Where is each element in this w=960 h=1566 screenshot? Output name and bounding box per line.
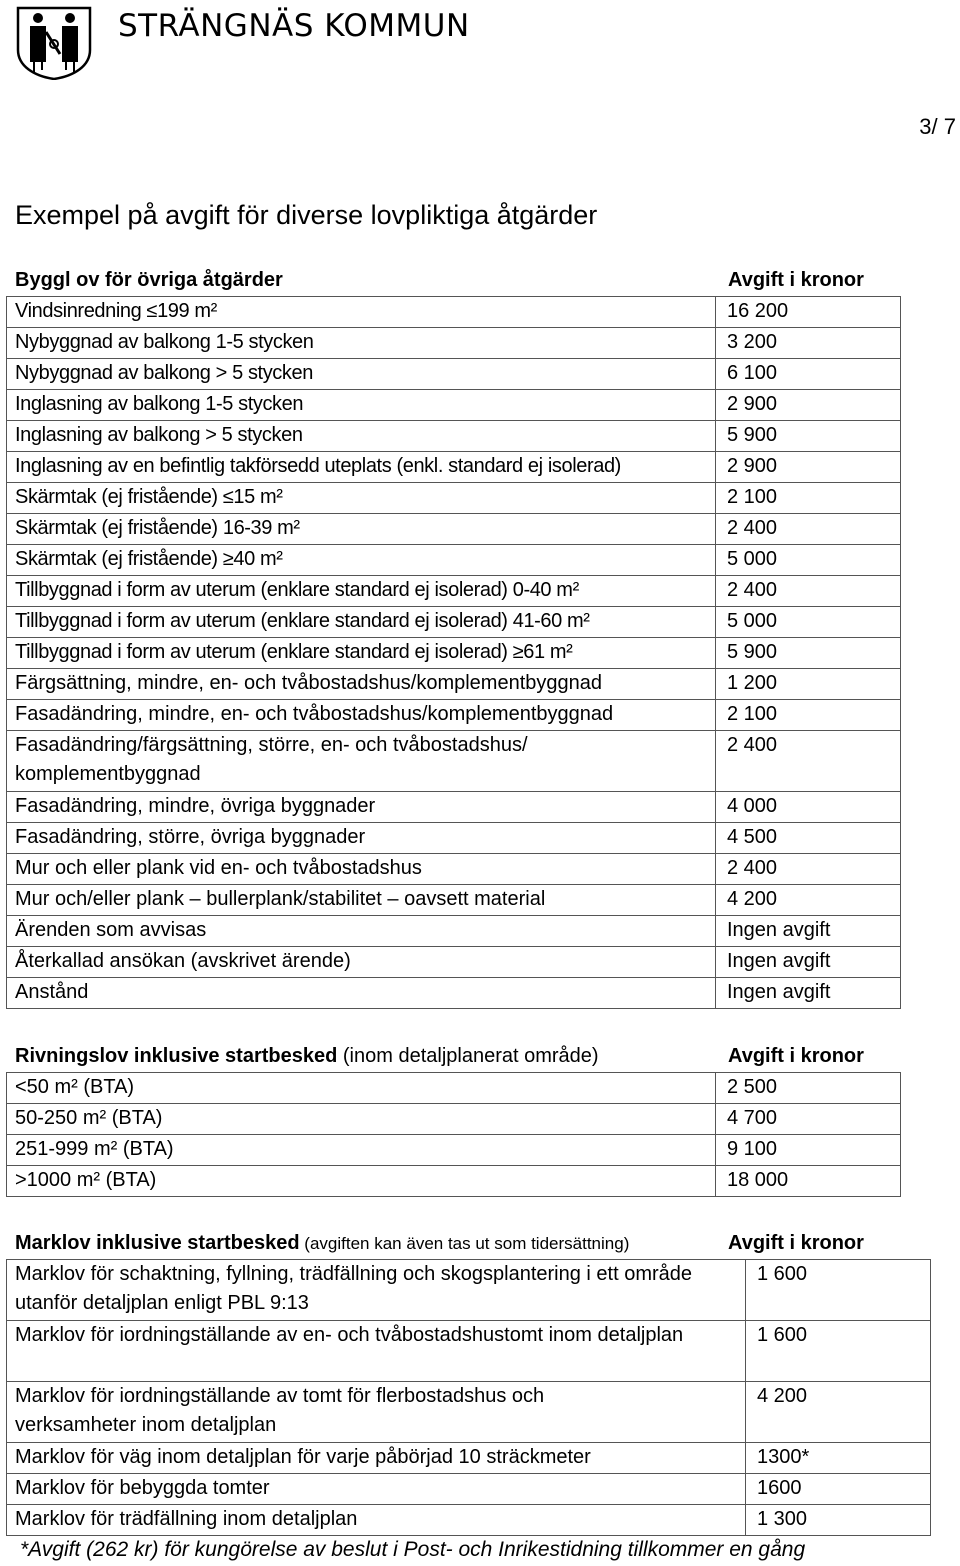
table-row — [7, 823, 901, 854]
marklov-heading-bold: Marklov inklusive startbesked — [15, 1232, 300, 1254]
table-row — [7, 1382, 931, 1443]
fee-amount: 2 400 — [716, 731, 901, 792]
fee-item: Tillbyggnad i form av uterum (enklare standard ej isolerad) ≥61 m² — [7, 638, 716, 669]
fee-item: Anstånd — [7, 978, 716, 1009]
table-row — [7, 638, 901, 669]
table-row — [7, 576, 901, 607]
fee-amount: 4 500 — [716, 823, 901, 854]
fee-item: Tillbyggnad i form av uterum (enklare standard ej isolerad) 0-40 m² — [7, 576, 716, 607]
fee-item: Fasadändring, större, övriga byggnader — [7, 823, 716, 854]
table-row — [7, 731, 901, 792]
table-row — [7, 359, 901, 390]
fee-amount: 9 100 — [716, 1135, 901, 1166]
fee-amount: 1 600 — [746, 1260, 931, 1321]
fee-amount: 1 600 — [746, 1321, 931, 1382]
fee-item: >1000 m² (BTA) — [7, 1166, 716, 1197]
table-row — [7, 1135, 901, 1166]
page-header — [14, 6, 470, 80]
fee-amount: 5 900 — [716, 638, 901, 669]
table-row — [7, 297, 901, 328]
fee-amount: Ingen avgift — [716, 978, 901, 1009]
fee-amount: 1 200 — [716, 669, 901, 700]
table-row — [7, 947, 901, 978]
marklov-price-heading: Avgift i kronor — [728, 1232, 864, 1254]
fee-item: Marklov för trädfällning inom detaljplan — [7, 1505, 746, 1536]
table-row — [7, 978, 901, 1009]
table-row — [7, 607, 901, 638]
fee-item: Vindsinredning ≤199 m² — [7, 297, 716, 328]
fee-item: Återkallad ansökan (avskrivet ärende) — [7, 947, 716, 978]
fee-item: Skärmtak (ej fristående) 16-39 m² — [7, 514, 716, 545]
fee-amount: 1600 — [746, 1474, 931, 1505]
fee-amount: Ingen avgift — [716, 916, 901, 947]
footnote: *Avgift (262 kr) för kungörelse av beslut i Post- och Inrikestidning tillkommer en gång — [20, 1538, 806, 1561]
fee-item: 50-250 m² (BTA) — [7, 1104, 716, 1135]
fee-amount: 5 900 — [716, 421, 901, 452]
fee-item: Marklov för iordningställande av en- och tvåbostadshustomt inom detaljplan — [7, 1321, 746, 1382]
fee-amount: 2 400 — [716, 576, 901, 607]
table-row — [7, 483, 901, 514]
fee-amount: 1300* — [746, 1443, 931, 1474]
fee-item: Tillbyggnad i form av uterum (enklare standard ej isolerad) 41-60 m² — [7, 607, 716, 638]
table-row — [7, 1443, 931, 1474]
table-row — [7, 669, 901, 700]
marklov-header — [6, 1229, 897, 1259]
fee-item: Mur och eller plank vid en- och tvåbostadshus — [7, 854, 716, 885]
table-row — [7, 452, 901, 483]
bygglov-header — [6, 266, 897, 296]
bygglov-table — [6, 296, 901, 1009]
fee-amount: 6 100 — [716, 359, 901, 390]
bygglov-heading: Byggl ov för övriga åtgärder — [15, 269, 283, 291]
table-row — [7, 390, 901, 421]
fee-amount: 1 300 — [746, 1505, 931, 1536]
rivningslov-table — [6, 1072, 901, 1197]
fee-item: Nybyggnad av balkong > 5 stycken — [7, 359, 716, 390]
fee-item: Inglasning av balkong > 5 stycken — [7, 421, 716, 452]
fee-item: Ärenden som avvisas — [7, 916, 716, 947]
marklov-section — [6, 1229, 897, 1536]
fee-amount: 2 400 — [716, 514, 901, 545]
marklov-table — [6, 1259, 931, 1536]
fee-amount: 2 900 — [716, 390, 901, 421]
table-row — [7, 700, 901, 731]
fee-item: Marklov för väg inom detaljplan för varje påbörjad 10 sträckmeter — [7, 1443, 746, 1474]
page-number: 3/ 7 — [919, 114, 956, 139]
fee-item: Färgsättning, mindre, en- och tvåbostadshus/komplementbyggnad — [7, 669, 716, 700]
table-row — [7, 1474, 931, 1505]
bygglov-section — [6, 266, 897, 1009]
fee-item: Nybyggnad av balkong 1-5 stycken — [7, 328, 716, 359]
fee-amount: 2 100 — [716, 700, 901, 731]
fee-amount: 4 700 — [716, 1104, 901, 1135]
fee-amount: 2 100 — [716, 483, 901, 514]
table-row — [7, 916, 901, 947]
marklov-heading — [15, 1232, 629, 1255]
table-row — [7, 328, 901, 359]
marklov-heading-note: (avgiften kan även tas ut som tidersättning) — [299, 1234, 630, 1253]
fee-amount: 16 200 — [716, 297, 901, 328]
rivningslov-section — [6, 1042, 897, 1197]
table-row — [7, 1505, 931, 1536]
municipality-name: STRÄNGNÄS KOMMUN — [118, 8, 470, 44]
rivningslov-price-heading: Avgift i kronor — [728, 1045, 864, 1067]
fee-amount: 2 500 — [716, 1073, 901, 1104]
rivningslov-header — [6, 1042, 897, 1072]
fee-item: Fasadändring/färgsättning, större, en- och tvåbostadshus/ komplementbyggnad — [7, 731, 716, 792]
municipality-coat-of-arms-icon — [14, 6, 94, 80]
fee-amount: 18 000 — [716, 1166, 901, 1197]
fee-item: Marklov för bebyggda tomter — [7, 1474, 746, 1505]
fee-item: Skärmtak (ej fristående) ≤15 m² — [7, 483, 716, 514]
fee-amount: 2 400 — [716, 854, 901, 885]
table-row — [7, 1321, 931, 1382]
fee-amount: Ingen avgift — [716, 947, 901, 978]
table-row — [7, 885, 901, 916]
fee-amount: 4 000 — [716, 792, 901, 823]
rivningslov-heading — [15, 1045, 599, 1068]
fee-item: Inglasning av balkong 1-5 stycken — [7, 390, 716, 421]
bygglov-price-heading: Avgift i kronor — [728, 269, 864, 291]
table-row — [7, 792, 901, 823]
fee-item: Marklov för iordningställande av tomt för flerbostadshus och verksamheter inom detaljplan — [7, 1382, 746, 1443]
fee-item: Fasadändring, mindre, övriga byggnader — [7, 792, 716, 823]
fee-amount: 4 200 — [746, 1382, 931, 1443]
table-row — [7, 514, 901, 545]
fee-amount: 2 900 — [716, 452, 901, 483]
fee-amount: 5 000 — [716, 607, 901, 638]
table-row — [7, 1073, 901, 1104]
table-row — [7, 1260, 931, 1321]
fee-amount: 3 200 — [716, 328, 901, 359]
fee-amount: 5 000 — [716, 545, 901, 576]
table-row — [7, 545, 901, 576]
fee-item: 251-999 m² (BTA) — [7, 1135, 716, 1166]
table-row — [7, 854, 901, 885]
rivningslov-heading-note: (inom detaljplanerat område) — [337, 1045, 599, 1067]
fee-item: Inglasning av en befintlig takförsedd uteplats (enkl. standard ej isolerad) — [7, 452, 716, 483]
rivningslov-heading-bold: Rivningslov inklusive startbesked — [15, 1045, 338, 1067]
table-row — [7, 1104, 901, 1135]
fee-item: Marklov för schaktning, fyllning, trädfällning och skogsplantering i ett område utanför detaljplan enligt PBL 9:13 — [7, 1260, 746, 1321]
table-row — [7, 1166, 901, 1197]
page-title: Exempel på avgift för diverse lovpliktiga åtgärder — [15, 200, 598, 230]
fee-item: Mur och/eller plank – bullerplank/stabilitet – oavsett material — [7, 885, 716, 916]
fee-item: Fasadändring, mindre, en- och tvåbostadshus/komplementbyggnad — [7, 700, 716, 731]
fee-amount: 4 200 — [716, 885, 901, 916]
fee-item: <50 m² (BTA) — [7, 1073, 716, 1104]
table-row — [7, 421, 901, 452]
fee-item: Skärmtak (ej fristående) ≥40 m² — [7, 545, 716, 576]
